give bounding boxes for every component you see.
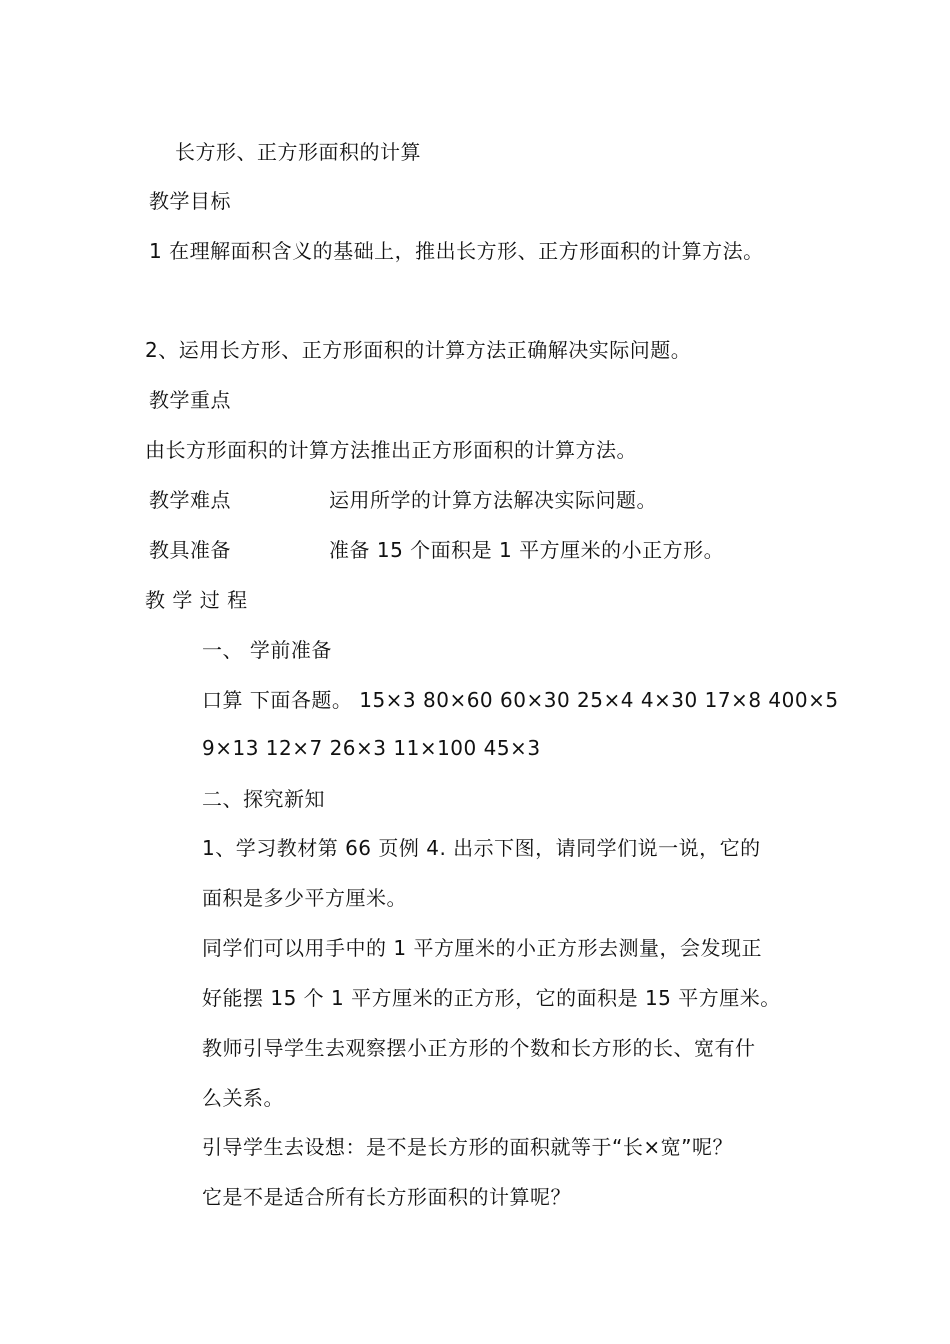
- difficulty-heading: 教学难点: [149, 488, 231, 512]
- explore-p2-line-2: 好能摆 15 个 1 平方厘米的正方形，它的面积是 15 平方厘米。: [202, 986, 781, 1010]
- section-2-heading: 二、探究新知: [202, 787, 325, 811]
- difficulty-text: 运用所学的计算方法解决实际问题。: [329, 488, 657, 512]
- explore-p4-line-1: 引导学生去设想：是不是长方形的面积就等于“长×宽”呢？: [202, 1135, 733, 1159]
- objective-2: 2、运用长方形、正方形面积的计算方法正确解决实际问题。: [145, 338, 692, 362]
- explore-p3-line-1: 教师引导学生去观察摆小正方形的个数和长方形的长、宽有什: [202, 1036, 756, 1060]
- objective-1: 1 在理解面积含义的基础上，推出长方形、正方形面积的计算方法。: [149, 239, 764, 263]
- objectives-heading: 教学目标: [149, 189, 231, 213]
- process-heading: 教 学 过 程: [145, 588, 248, 612]
- explore-p1-line-2: 面积是多少平方厘米。: [202, 886, 407, 910]
- explore-p2-line-1: 同学们可以用手中的 1 平方厘米的小正方形去测量，会发现正: [202, 936, 762, 960]
- section-1-heading: 一、 学前准备: [202, 638, 332, 662]
- materials-heading: 教具准备: [149, 538, 231, 562]
- materials-text: 准备 15 个面积是 1 平方厘米的小正方形。: [329, 538, 725, 562]
- key-point-heading: 教学重点: [149, 388, 231, 412]
- key-point-text: 由长方形面积的计算方法推出正方形面积的计算方法。: [145, 438, 637, 462]
- explore-p1-line-1: 1、学习教材第 66 页例 4. 出示下图，请同学们说一说，它的: [202, 836, 761, 860]
- explore-p4-line-2: 它是不是适合所有长方形面积的计算呢？: [202, 1185, 571, 1209]
- oral-calc-line-2: 9×13 12×7 26×3 11×100 45×3: [202, 736, 541, 760]
- oral-calc-line-1: 口算 下面各题。 15×3 80×60 60×30 25×4 4×30 17×8 400×5: [202, 688, 839, 712]
- document-title: 长方形、正方形面积的计算: [175, 140, 421, 164]
- explore-p3-line-2: 么关系。: [202, 1086, 284, 1110]
